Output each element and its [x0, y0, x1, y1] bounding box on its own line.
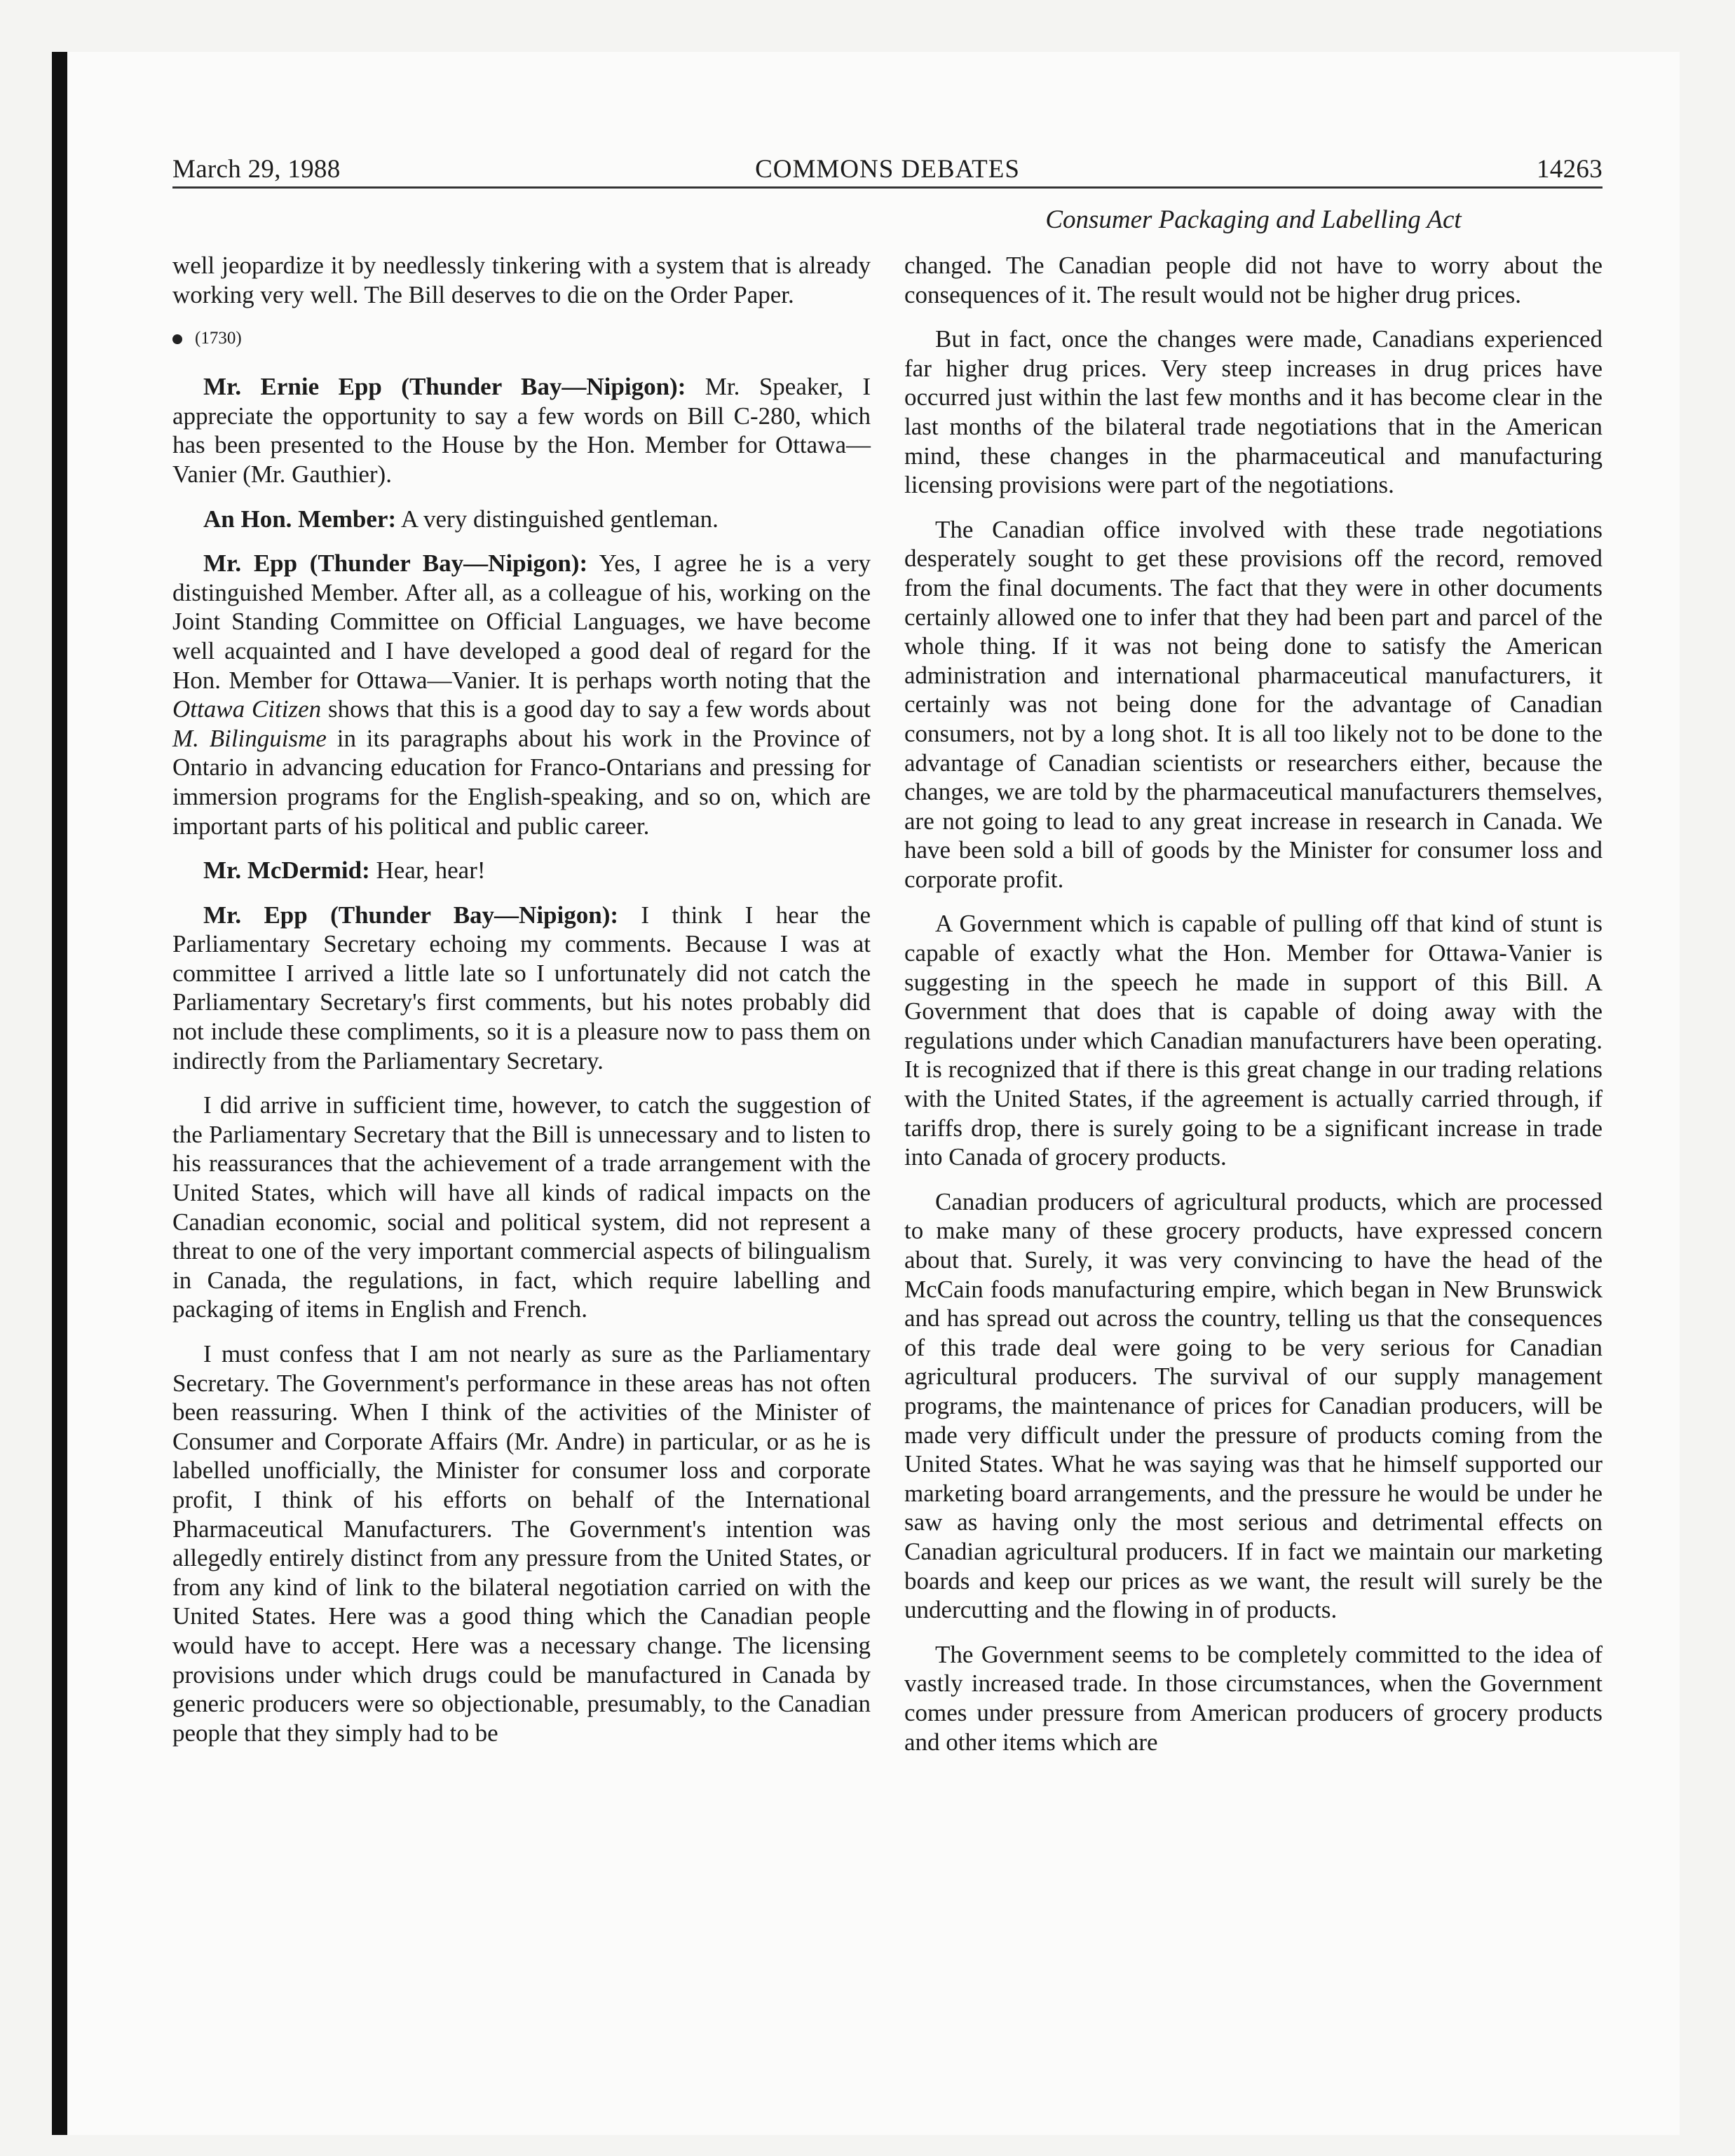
paragraph: The Canadian office involved with these trade negotiations desperately sought to get these provisions off the record, removed from the final documents. The fact that they were in other documents certainly allowed one to infer that they had been part and parcel of the whole thing. If it was not being done to satisfy the American administration and international pharmaceutical manufacturers, it certainly was not being done for the advantage of Canadian consumers, not by a long shot. It is all too likely not to be done to the advantage of Canadian scientists or researchers either, because the changes, we are told by the pharmaceutical manufacturers themselves, are not going to lead to any great increase in research in Canada. We have been sold a bill of goods by the Minister for consumer loss and corporate profit.: [904, 515, 1603, 893]
speech-text: I think I hear the Parliamentary Secretary echoing my comments. Because I was at committee I arrived a little late so I unfortunately did not catch the Parliamentary Secretary's first comments, but his notes probably did not include these compliments, so it is a pleasure now to pass them on indirectly from the Parliamentary Secretary.: [172, 901, 871, 1074]
running-header: [172, 156, 1603, 189]
paragraph: I must confess that I am not nearly as sure as the Parliamentary Secretary. The Government's performance in these areas has not often been reassuring. When I think of the activities of the Minister of Consumer and Corporate Affairs (Mr. Andre) in particular, or as he is labelled unofficially, the Minister for consumer loss and corporate profit, I think of his efforts on behalf of the International Pharmaceutical Manufacturers. The Government's intention was allegedly entirely distinct from any pressure from the United States, or from any kind of link to the bilateral negotiation carried on with the United States. Here was a good thing which the Canadian people would have to accept. Here was a necessary change. The licensing provisions under which drugs could be manufactured in Canada by generic producers were so objectionable, presumably, to the Canadian people that they simply had to be: [172, 1340, 871, 1747]
paragraph: The Government seems to be completely committed to the idea of vastly increased trade. In those circumstances, when the Government comes under pressure from American producers of grocery products and other items which are: [904, 1640, 1603, 1756]
speech-text: Yes, I agree he is a very distinguished Member. After all, as a colleague of his, working on the Joint Standing Committee on Official Languages, we have become well acquainted and I have developed a good deal of regard for the Hon. Member for Ottawa—Vanier. It is perhaps worth noting that the: [172, 550, 871, 694]
paragraph: [172, 856, 871, 885]
left-column: [172, 251, 871, 1763]
right-column: [904, 251, 1603, 1772]
header-publication: COMMONS DEBATES: [755, 155, 1020, 184]
paragraph: A Government which is capable of pulling off that kind of stunt is capable of exactly what the Hon. Member for Ottawa-Vanier is suggesting in the speech he made in support of this Bill. A Government that does that is capable of doing away with the regulations under which Canadian manufacturers have been operating. It is recognized that if there is this great change in our trading relations with the United States, if the agreement is actually carried through, if tariffs drop, there is surely going to be a significant increase in trade into Canada of grocery products.: [904, 910, 1603, 1171]
speech-text: A very distinguished gentleman.: [396, 505, 719, 533]
speaker-name: Mr. Epp (Thunder Bay—Nipigon):: [203, 550, 588, 578]
time-marker: [172, 325, 871, 353]
paragraph: I did arrive in sufficient time, however, to catch the suggestion of the Parliamentary Secretary that the Bill is unnecessary and to listen to his reassurances that the achievement of a trade arrangement with the United States, which will have all kinds of radical impacts on the Canadian economic, social and political system, did not represent a threat to one of the very important commercial aspects of bilingualism in Canada, the regulations, in fact, which require labelling and packaging of items in English and French.: [172, 1091, 871, 1323]
speech-text: Hear, hear!: [369, 857, 486, 885]
paragraph: [172, 549, 871, 840]
speaker-name: An Hon. Member:: [203, 505, 397, 533]
paragraph: changed. The Canadian people did not have to worry about the consequences of it. The result would not be higher drug prices.: [904, 252, 1603, 308]
speech-text: Mr. Speaker, I appreciate the opportunity to say a few words on Bill C-280, which has been presented to the House by the Hon. Member for Ottawa—Vanier (Mr. Gauthier).: [172, 373, 871, 488]
header-date: March 29, 1988: [172, 155, 341, 184]
bullet-icon: [172, 334, 182, 344]
speaker-name: Mr. Ernie Epp (Thunder Bay—Nipigon):: [203, 373, 686, 401]
paragraph: [172, 372, 871, 489]
time-marker-label: (1730): [195, 329, 242, 348]
paragraph: But in fact, once the changes were made, Canadians experienced far higher drug prices. Very steep increases in drug prices have occurred just within the last few months and it has become clear in the last months of the bilateral trade negotiations that in the American mind, these changes in the pharmaceutical and manufacturing licensing provisions were part of the negotiations.: [904, 325, 1603, 499]
header-page-number: 14263: [1537, 155, 1603, 184]
paragraph: [172, 901, 871, 1076]
speaker-name: Mr. Epp (Thunder Bay—Nipigon):: [203, 901, 619, 929]
speech-text: in its paragraphs about his work in the Province of Ontario in advancing education for Franco-Ontarians and pressing for immersion programs for the English-speaking, and so on, which are important parts of his political and public career.: [172, 724, 871, 840]
speaker-name: Mr. McDermid:: [203, 857, 370, 885]
paragraph: well jeopardize it by needlessly tinkering with a system that is already working very well. The Bill deserves to die on the Order Paper.: [172, 252, 871, 308]
italic-title: M. Bilinguisme: [172, 724, 327, 752]
section-title: Consumer Packaging and Labelling Act: [1045, 205, 1462, 234]
paragraph: Canadian producers of agricultural products, which are processed to make many of these grocery products, have expressed concern about that. Surely, it was very convincing to have the head of the McCain foods manufacturing empire, which began in New Brunswick and has spread out across the country, telling us that the consequences of this trade deal were going to be very serious for Canadian agricultural producers. The survival of our supply management programs, the maintenance of prices for Canadian producers, will be made very difficult under the pressure of products coming from the United States. What he was saying was that he himself supported our marketing board arrangements, and the pressure he would be under he saw as having only the most serious and detrimental effects on Canadian agricultural producers. If in fact we maintain our marketing boards and keep our prices as we want, the result will surely be the undercutting and the flowing in of products.: [904, 1187, 1603, 1624]
italic-title: Ottawa Citizen: [172, 695, 322, 723]
paragraph: [172, 505, 871, 534]
binding-edge: [52, 52, 67, 2135]
speech-text: shows that this is a good day to say a few words about: [321, 695, 871, 723]
